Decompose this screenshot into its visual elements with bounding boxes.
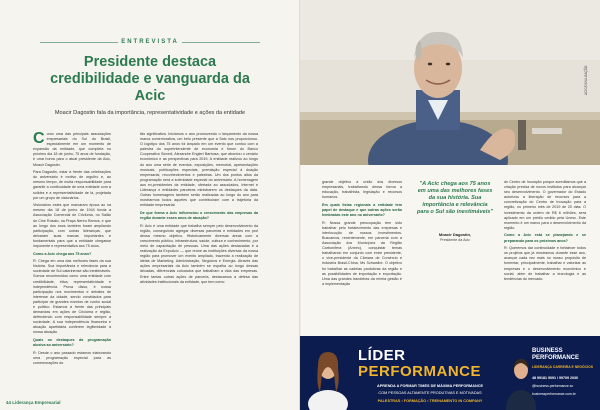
ad-tagline-1: APRENDA A FORMAR TIMES DE MÁXIMA PERFORMANCE xyxy=(377,384,483,388)
pull-quote-role: Presidente da Acic xyxy=(440,238,470,242)
paragraph: R: Acic é uma entidade que trabalha sempre pelo desenvolvimento da região, conseguindo agregar diversas parcerias e entidades em prol dessa mesmo objetivo. Historicamente diversas áreas com a crescimento público, infraestrutura, saúde, cultura e conhecimento, por meio de capacitação de pessoas. Uma das ações destacadas é a realização da ExpoAcic — que reúne as instituições diversas da nossa região para promover um evento ampliado, trazendo a realização de ideias de Marketing, Administração, Negócios e Energia. Através das ações empresariais da Acic também se espalha ao longo dessas décadas, diferenciais colocados que trabalham a vida das empresas. Entre tantas outras ações de parceria, destacamos a defesa das atividades institucionais da entidade, que tem como xyxy=(140,223,258,284)
section-rule-right xyxy=(182,42,260,43)
page-footer: 44 Liderança Empresarial xyxy=(6,400,61,405)
ad-phone[interactable]: 48 99181 9091 / 99709 2030 xyxy=(532,376,578,380)
portrait-photo xyxy=(300,0,600,165)
paragraph: grande objetivo a união dos diversos empresariais, trabalhando dessa forma a educação, trabalhista, legislação e recursos humanos. xyxy=(322,180,402,200)
paragraph: Para Dagostin, estar à frente das celebrações do aniversário é motivo de orgulho e, ao mesmo tempo, de muita responsabilidade para garantir a continuidade de uma entidade com a solidez e a representatividade de lá, projetada por um grupo de visionários. xyxy=(33,170,111,200)
paragraph: Visionários estes que marcaram época ao na mesmo dia 18 de junho de 1944 funda a Associação Comercial de Criciúma, no Salão do Cine Rosato, na Praça Nereu Ramos, e que ao longo dos anos também foram ampliando participação, com outras lideranças, que deixaram suas marcas importantes e fundamentais para que a entidade chegasse imponente e representativa aos 75 anos. xyxy=(33,203,111,248)
ad-title-line-2: PERFORMANCE xyxy=(358,363,482,380)
paragraph: Como uma das principais associações empresariais do Sul do Brasil, especialmente em um momento de expansão da entidade, que completa no próximo dia 18 de junho, 75 anos de fundação, é uma honra para o atual presidente da Acic, Moacir Dagostin. xyxy=(33,130,111,167)
drop-cap: C xyxy=(33,130,45,147)
interview-question: De que forma a Acic influenciou o crescimento das empresas da região durante esses anos de atuação? xyxy=(140,210,258,220)
paragraph: R: Chega em uma das melhores fases da sua história. Sua importância e relevância para a sociedade de Sul catarinense são inestimáveis. Somos reconhecidos como uma entidade com credibilidade, ética, representatividade e independência. Prova disso, é nossa participação nos movimentos e debates de interesse da cidade, sendo convidados para participar de grandes eventos de cunho social e político. Estamos à frente das principais demandas em ações de Criciúma e região, defendendo com responsabilidade sempre a sociedade. A sua independência financeira e atuação apartidária conferem legitimidade à nossa atuação. xyxy=(33,259,111,335)
paragraph: R: Queremos dar continuidade e fortalecer todos os projetos que já mostramos durante esse ano, avançar cada vez mais no nosso propósito de fomentar, principalmente, trabalhar e valorizar as empresas e o desenvolvimento econômico e social, além de trabalhar a tecnologia e as tendências do mercado. xyxy=(504,246,586,281)
paragraph: do Centro de Inovação porque acreditamos que a criação precisa de novos institutos para alcançar seu desenvolvimento. O governador do Estado autorizou a liberação de recursos para a concretização do Centro de Inovação para a região, no primeiro mês de 2019 de 20 dias. O investimento da ordem de R$ 6 milhões, será aplicado em um prédio cedido pela Unesc. Este momento é um marco para o desenvolvimento da região. xyxy=(504,180,586,230)
text-column-4 xyxy=(504,180,586,284)
ad-services: PALESTRAS • FORMAÇÃO • TREINAMENTO IN COMPANY xyxy=(377,399,483,403)
text-column-3 xyxy=(322,180,402,289)
headline: Presidente destaca credibilidade e vanguarda da Acic xyxy=(50,54,250,104)
text-column-2 xyxy=(140,132,258,287)
photo-credit: ACIC/DIVULGAÇÃO xyxy=(584,65,588,95)
ad-brand xyxy=(532,348,596,362)
ad-instagram[interactable]: @business.performance.sc xyxy=(532,384,574,388)
ad-website[interactable]: businessperformance.com.br xyxy=(532,392,576,396)
paragraph: R: Desde o ano passado estamos elaborando uma programação especial para as comemorações do xyxy=(33,350,111,365)
ad-brand-subtitle: LIDERANÇA CARREIRA E NEGÓCIOS xyxy=(532,365,593,369)
paragraph: tão significativa. Iniciamos o ano promovendo o lançamento da nossa marca comemorativa, um belo presente que a Satc nos proporcionou. O logotipo dos 75 anos foi lançado em um evento que contou com a palestra do superintendente de economia e fórum do Banco Cooperativo Sicredi, Alexandre Englert Barbosa, que abordou o cenário econômico e as perspectivas para 2019. A entidade realizou ao longo do ano uma série de eventos, exposições, memorial, apresentações musicais, publicações especiais, premiação especial à doação empresarial, reconhecimentos e palestras. Um dos pontos altos da programação será a solenidade especial do aniversário. A homenagem aos ex-presidentes da entidade, ofertada ao associados, Internet e Liderança e entidades parceiras ministrarem os destaques da data. Outras homenagens também serão realizadas ao longo do ano para mostrarmos todos aqueles que contribuíram com a trajetória da entidade empresarial. xyxy=(140,132,258,208)
ad-title-line-1: LÍDER xyxy=(358,347,406,364)
pull-quote: "A Acic chega aos 75 anos em uma das melhores fases da sua história. Sua importância e relevância para o Sul são inestimáveis" xyxy=(416,181,494,215)
advertisement-banner[interactable] xyxy=(300,336,600,410)
interview-question: Em quais listas regionais a entidade tem papel de destaque e que outras ações serão lembradas este ano no aniversário? xyxy=(322,202,402,218)
ad-brand-line-1: BUSINESS xyxy=(532,348,563,354)
text-column-1 xyxy=(33,132,111,369)
paragraph: R: Nossa grande preocupação tem sido trabalhar pelo fortalecimento das empresas e interlocução de nossos investimentos. Buscamos, recentemente, em parceria com a Associação dos Municípios da Região Carbonífera (Amrec), conquistar temas trabalhando em conjunto com entre presidente, o vice-presidente da Câmara de Comércio e Indústria Brasil-China, Ms Schwalbe. O objetivo foi trabalhar as cadeias produtivas da região e as possibilidades de importação e exportação. Uma das grandes bandeiras da minha gestão é a implementação xyxy=(322,220,402,286)
interview-question: Como a Acic chega aos 75 anos? xyxy=(33,251,92,256)
ad-brand-line-2: PERFORMANCE xyxy=(532,355,580,361)
interview-question: Quais os destaques da programação alusiva ao aniversário? xyxy=(33,338,111,348)
portrait-illustration xyxy=(300,0,600,165)
subheadline: Moacir Dagostin fala da importância, representatividade e ações da entidade xyxy=(54,110,246,116)
ad-tagline-2: COM PESSOAS ALTAMENTE PRODUTIVAS E MOTIVADAS xyxy=(378,391,482,395)
section-label: ENTREVISTA xyxy=(121,39,179,45)
interview-question: Como a Acic está se planejando e se preparando para os próximos anos? xyxy=(504,233,586,243)
pull-quote-name: Moacir Dagostin, xyxy=(438,232,472,237)
